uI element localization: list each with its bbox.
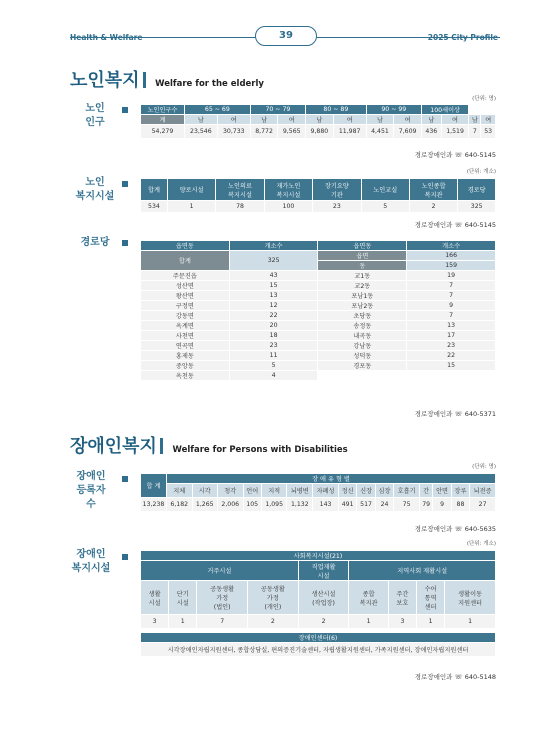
column-header: 개소수 — [407, 241, 496, 251]
label-line: 복지시설 — [75, 191, 115, 202]
center-count: 23 — [407, 341, 496, 351]
column-header: 단기 시설 — [169, 581, 197, 615]
column-subheader: 여 — [217, 115, 250, 125]
data-cell: 100 — [264, 201, 312, 213]
center-count: 15 — [407, 361, 496, 371]
row-marker — [122, 181, 128, 187]
row-marker — [122, 554, 128, 560]
source-note: 경로장애인과 ☏ 640-5145 — [414, 151, 496, 159]
district-name — [318, 371, 407, 381]
column-subheader: 남 — [184, 115, 217, 125]
data-row — [141, 615, 496, 629]
total-value: 325 — [229, 251, 318, 271]
district-name: 사천면 — [141, 331, 230, 341]
district-name: 포남2동 — [318, 301, 407, 311]
data-row — [141, 321, 496, 331]
district-name: 송정동 — [318, 321, 407, 331]
header-row — [141, 105, 496, 115]
center-count: 22 — [407, 351, 496, 361]
label-line: 노인 — [85, 177, 105, 188]
column-header: 읍면동 — [141, 241, 230, 251]
center-count — [407, 371, 496, 381]
column-header: 65 ~ 69 — [184, 105, 250, 115]
data-row — [141, 341, 496, 351]
disabled-reg-table — [140, 473, 496, 512]
center-count: 7 — [407, 281, 496, 291]
header-doc-title: 2025 City Profile — [427, 33, 498, 42]
data-cell: 11,987 — [333, 125, 366, 139]
label-elder-fac — [70, 176, 120, 204]
column-header: 생활이동 지원센터 — [445, 581, 496, 615]
group-header: 지역사회 재활시설 — [349, 561, 496, 581]
data-cell: 517 — [357, 498, 375, 512]
data-cell: 13,238 — [141, 498, 167, 512]
data-cell: 7 — [469, 125, 481, 139]
column-subheader: 남 — [469, 115, 481, 125]
row-marker — [122, 107, 128, 113]
data-cell: 1 — [167, 201, 215, 213]
data-cell: 24 — [375, 498, 393, 512]
data-cell: 3 — [388, 615, 416, 629]
district-name: 경포동 — [318, 361, 407, 371]
data-cell: 2,006 — [218, 498, 244, 512]
data-row — [141, 125, 496, 139]
source-note: 경로장애인과 ☏ 640-5635 — [414, 525, 496, 533]
data-cell: 3 — [141, 615, 169, 629]
district-name: 구정면 — [141, 301, 230, 311]
label-line: 노인 — [85, 103, 105, 114]
district-name: 초당동 — [318, 311, 407, 321]
column-header: 양로시설 — [167, 179, 215, 201]
group-header: 장 애 유 형 별 — [167, 474, 496, 484]
data-cell: 7 — [197, 615, 248, 629]
label-elder-pop — [70, 102, 120, 130]
district-name: 강남동 — [318, 341, 407, 351]
unit-label: (단위: 개소) — [466, 169, 496, 175]
header-section-label: Health & Welfare — [70, 33, 143, 42]
data-row — [141, 201, 496, 213]
column-header: 읍면동 — [318, 241, 407, 251]
header-row — [141, 474, 496, 484]
data-cell: 23 — [313, 201, 361, 213]
column-header: 수어 통역 센터 — [417, 581, 445, 615]
page-header — [0, 0, 538, 56]
center-count: 11 — [229, 351, 318, 361]
elder-pop-table — [140, 104, 496, 139]
type-header: 자폐성 — [313, 484, 339, 498]
data-cell: 2 — [409, 201, 457, 213]
unit-label: (단위: 명) — [472, 96, 496, 102]
column-header: 노인인구수 — [141, 105, 185, 115]
column-header: 종합 복지관 — [349, 581, 388, 615]
label-disabled-reg — [66, 470, 116, 512]
column-header: 개소수 — [229, 241, 318, 251]
district-name: 연곡면 — [141, 341, 230, 351]
header-row — [141, 179, 496, 201]
type-header: 지체 — [167, 484, 193, 498]
data-cell: 27 — [470, 498, 496, 512]
row-marker — [122, 476, 128, 482]
type-header: 신장 — [357, 484, 375, 498]
data-cell: 9,880 — [306, 125, 334, 139]
section-title-ko: 노인복지 — [70, 70, 140, 91]
label-line: 인구 — [85, 117, 105, 128]
center-count: 20 — [229, 321, 318, 331]
section-title-en: Welfare for Persons with Disabilities — [172, 445, 348, 455]
column-subheader: 여 — [481, 115, 496, 125]
type-header: 청각 — [218, 484, 244, 498]
district-name: 성산면 — [141, 281, 230, 291]
column-subheader: 여 — [333, 115, 366, 125]
column-header: 생산시설 (작업장) — [298, 581, 349, 615]
data-cell: 534 — [141, 201, 168, 213]
data-cell: 78 — [216, 201, 264, 213]
district-name: 중앙동 — [141, 361, 230, 371]
center-count: 13 — [407, 321, 496, 331]
center-count: 22 — [229, 311, 318, 321]
label-line: 장애인 — [76, 549, 106, 560]
senior-center-table — [140, 240, 496, 381]
district-name: 옥계면 — [141, 321, 230, 331]
group-header: 장애인센터(6) — [141, 633, 496, 643]
data-cell: 1,095 — [261, 498, 287, 512]
type-header: 호흡기 — [394, 484, 420, 498]
column-header: 합계 — [141, 179, 168, 201]
data-row — [141, 301, 496, 311]
subtotal-label: 읍면 — [318, 251, 407, 261]
data-row — [141, 281, 496, 291]
source-note: 경로장애인과 ☏ 640-5145 — [414, 221, 496, 229]
column-header: 100세이상 — [421, 105, 468, 115]
data-cell: 1 — [349, 615, 388, 629]
column-subheader: 남 — [250, 115, 278, 125]
data-cell: 325 — [458, 201, 496, 213]
center-list: 시각장애인자립지원센터, 종합상담실, 편의증진기술센터, 자립생활지원센터, 가족지원센터, 장애인자립지원센터 — [141, 643, 496, 657]
data-row — [141, 498, 496, 512]
column-header: 70 ~ 79 — [250, 105, 305, 115]
title-accent — [160, 438, 163, 454]
data-cell: 75 — [394, 498, 420, 512]
center-count: 13 — [229, 291, 318, 301]
column-header: 90 ~ 99 — [366, 105, 421, 115]
subtotal-label: 동 — [318, 261, 407, 271]
data-row — [141, 271, 496, 281]
group-header: 사회복지시설(21) — [141, 551, 496, 561]
title-accent — [143, 72, 146, 88]
page-number: 39 — [255, 26, 317, 46]
data-cell: 5 — [361, 201, 409, 213]
center-count: 18 — [229, 331, 318, 341]
district-name: 주문진읍 — [141, 271, 230, 281]
type-header: 뇌전증 — [470, 484, 496, 498]
type-header: 정신 — [338, 484, 356, 498]
data-cell: 1 — [445, 615, 496, 629]
data-cell: 2 — [248, 615, 299, 629]
data-row — [141, 371, 496, 381]
center-count: 15 — [229, 281, 318, 291]
center-count: 17 — [407, 331, 496, 341]
data-cell: 1,519 — [441, 125, 469, 139]
source-note: 경로장애인과 ☏ 640-5371 — [414, 410, 496, 418]
data-cell: 6,182 — [167, 498, 193, 512]
column-header: 장기요양 기관 — [313, 179, 361, 201]
data-row — [141, 351, 496, 361]
data-cell: 491 — [338, 498, 356, 512]
label-line: 장애인 — [76, 471, 106, 482]
section-title-elderly — [70, 66, 264, 92]
subheader-row — [141, 484, 496, 498]
data-cell: 9 — [433, 498, 451, 512]
header-row — [141, 633, 496, 643]
data-cell: 105 — [243, 498, 261, 512]
data-cell: 79 — [419, 498, 432, 512]
type-header: 지적 — [261, 484, 287, 498]
district-name: 내곡동 — [318, 331, 407, 341]
data-cell: 143 — [313, 498, 339, 512]
type-header: 심장 — [375, 484, 393, 498]
data-row — [141, 361, 496, 371]
type-header: 간 — [419, 484, 432, 498]
column-subheader: 남 — [306, 115, 334, 125]
header-row — [141, 551, 496, 561]
district-name: 옥천동 — [141, 371, 230, 381]
center-count: 19 — [407, 271, 496, 281]
center-count: 7 — [407, 291, 496, 301]
subheader-row — [141, 581, 496, 615]
district-name: 홍제동 — [141, 351, 230, 361]
data-cell: 88 — [451, 498, 469, 512]
center-count: 12 — [229, 301, 318, 311]
section-title-ko: 장애인복지 — [70, 436, 157, 457]
column-header: 생활 시설 — [141, 581, 169, 615]
subheader-row — [141, 115, 496, 125]
column-header: 노인교실 — [361, 179, 409, 201]
district-name: 왕산면 — [141, 291, 230, 301]
group-header: 거주시설 — [141, 561, 299, 581]
total-row — [141, 251, 496, 261]
type-header: 시각 — [192, 484, 218, 498]
column-header: 노인의료 복지시설 — [216, 179, 264, 201]
unit-label: (단위: 개소) — [466, 541, 496, 547]
column-subheader: 여 — [394, 115, 422, 125]
data-cell: 7,609 — [394, 125, 422, 139]
group-header: 직업재활 시설 — [298, 561, 349, 581]
header-row — [141, 561, 496, 581]
column-header: 재가노인 복지시설 — [264, 179, 312, 201]
section-title-en: Welfare for the elderly — [155, 79, 264, 89]
elder-fac-table — [140, 178, 496, 213]
data-cell: 436 — [421, 125, 441, 139]
data-cell: 30,733 — [217, 125, 250, 139]
unit-label: (단위: 명) — [472, 464, 496, 470]
type-header: 안면 — [433, 484, 451, 498]
district-name: 강동면 — [141, 311, 230, 321]
center-count: 5 — [229, 361, 318, 371]
data-cell: 1,132 — [287, 498, 313, 512]
data-cell: 9,565 — [278, 125, 306, 139]
header-row — [141, 241, 496, 251]
district-name: 포남1동 — [318, 291, 407, 301]
column-header: 공동생활 가정 (법인) — [197, 581, 248, 615]
data-cell: 54,279 — [141, 125, 185, 139]
type-header: 장루 — [451, 484, 469, 498]
label-line: 수 — [86, 499, 96, 510]
data-cell: 1 — [417, 615, 445, 629]
column-subheader: 남 — [421, 115, 441, 125]
district-name: 교2동 — [318, 281, 407, 291]
column-header: 80 ~ 89 — [306, 105, 367, 115]
label-senior-center: 경로당 — [80, 237, 110, 248]
center-count: 23 — [229, 341, 318, 351]
district-name: 성덕동 — [318, 351, 407, 361]
column-subheader: 계 — [141, 115, 185, 125]
data-cell: 23,546 — [184, 125, 217, 139]
data-cell: 1,265 — [192, 498, 218, 512]
section-title-disabled — [70, 432, 348, 458]
column-subheader: 여 — [278, 115, 306, 125]
column-header: 경로당 — [458, 179, 496, 201]
column-header: 공동생활 가정 (개인) — [248, 581, 299, 615]
data-cell: 53 — [481, 125, 496, 139]
row-marker — [122, 240, 128, 246]
data-row — [141, 311, 496, 321]
data-row — [141, 291, 496, 301]
total-label: 합 계 — [141, 474, 167, 498]
data-row — [141, 331, 496, 341]
label-line: 등록자 — [76, 485, 106, 496]
center-count: 7 — [407, 311, 496, 321]
column-header: 노인종합 복지관 — [409, 179, 457, 201]
center-count: 9 — [407, 301, 496, 311]
data-cell: 1 — [169, 615, 197, 629]
data-row — [141, 643, 496, 657]
subtotal-value: 159 — [407, 261, 496, 271]
subtotal-value: 166 — [407, 251, 496, 261]
source-note: 경로장애인과 ☏ 640-5148 — [414, 673, 496, 681]
total-label: 합계 — [141, 251, 230, 271]
label-disabled-fac — [62, 548, 120, 576]
center-count: 43 — [229, 271, 318, 281]
type-header: 언어 — [243, 484, 261, 498]
data-cell: 4,451 — [366, 125, 394, 139]
data-cell: 8,772 — [250, 125, 278, 139]
column-subheader: 남 — [366, 115, 394, 125]
column-subheader: 여 — [441, 115, 469, 125]
type-header: 뇌병변 — [287, 484, 313, 498]
data-cell: 2 — [298, 615, 349, 629]
district-name: 교1동 — [318, 271, 407, 281]
column-header: 주간 보호 — [388, 581, 416, 615]
disabled-fac-table — [140, 550, 496, 657]
label-line: 복지시설 — [71, 563, 111, 574]
center-count: 4 — [229, 371, 318, 381]
